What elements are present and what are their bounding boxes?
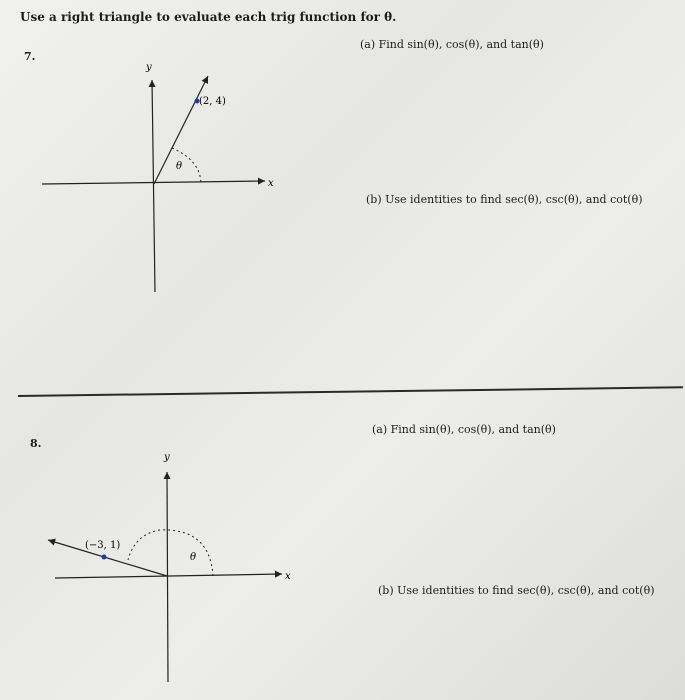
problem-8-angle-arc bbox=[128, 530, 213, 576]
problem-8-point bbox=[102, 555, 107, 560]
problem-7-x-axis-label: x bbox=[268, 178, 274, 189]
problem-7-part-b: (b) Use identities to find sec(θ), csc(θ), and cot(θ) bbox=[366, 193, 643, 206]
problem-8-y-axis-label: y bbox=[164, 452, 170, 463]
problem-8-x-axis bbox=[55, 574, 282, 578]
problem-8-angle-label: θ bbox=[190, 552, 197, 563]
problem-7-point-label: (2, 4) bbox=[199, 96, 226, 107]
instruction-header: Use a right triangle to evaluate each trig function for θ. bbox=[20, 10, 397, 24]
problem-8-y-axis bbox=[167, 472, 168, 682]
problem-8-part-b: (b) Use identities to find sec(θ), csc(θ), and cot(θ) bbox=[378, 584, 655, 597]
problem-7-y-axis-label: y bbox=[146, 62, 152, 73]
problem-8-number: 8. bbox=[30, 437, 42, 450]
problem-8-x-axis-label: x bbox=[285, 571, 291, 582]
problem-7-part-a: (a) Find sin(θ), cos(θ), and tan(θ) bbox=[360, 38, 544, 51]
problem-7-number: 7. bbox=[24, 50, 36, 63]
problem-8-part-a: (a) Find sin(θ), cos(θ), and tan(θ) bbox=[372, 423, 556, 436]
problem-8-point-label: (−3, 1) bbox=[85, 540, 121, 551]
problem-7-angle-label: θ bbox=[176, 161, 183, 172]
